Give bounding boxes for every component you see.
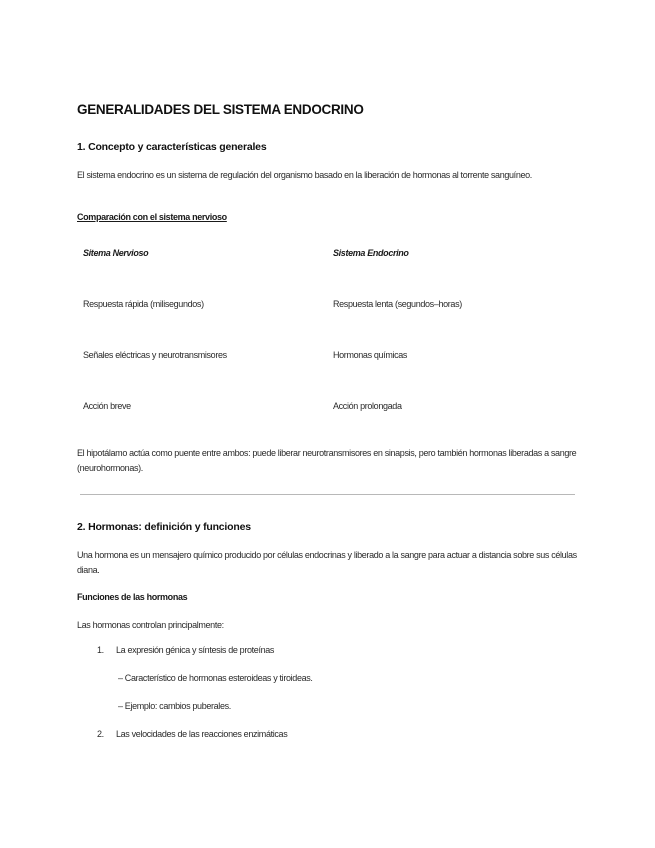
comparison-heading: Comparación con el sistema nervioso bbox=[77, 212, 227, 222]
hypothalamus-note: El hipotálamo actúa como puente entre ambos: puede liberar neurotransmisores en sinapsis, pero también hormonas liberadas a sangre (neurohormonas). bbox=[77, 448, 577, 473]
list-item: Las velocidades de las reacciones enzimáticas bbox=[116, 729, 288, 739]
list-item-number: 2. bbox=[97, 729, 104, 739]
table-cell: Respuesta rápida (milisegundos) bbox=[83, 299, 204, 309]
section-divider bbox=[80, 494, 575, 495]
table-header-endocrine: Sistema Endocrino bbox=[333, 248, 409, 258]
list-item-number: 1. bbox=[97, 645, 104, 655]
section2-intro: Una hormona es un mensajero químico producido por células endocrinas y liberado a la sangre para actuar a distancia sobre sus células diana. bbox=[77, 550, 577, 575]
list-subitem: – Ejemplo: cambios puberales. bbox=[118, 701, 231, 711]
table-cell: Acción prolongada bbox=[333, 401, 402, 411]
document-title: GENERALIDADES DEL SISTEMA ENDOCRINO bbox=[77, 102, 364, 117]
table-cell: Señales eléctricas y neurotransmisores bbox=[83, 350, 227, 360]
table-header-nervous: Sitema Nervioso bbox=[83, 248, 149, 258]
table-cell: Hormonas químicas bbox=[333, 350, 408, 360]
section1-heading: 1. Concepto y características generales bbox=[77, 141, 267, 153]
list-item: La expresión génica y síntesis de proteínas bbox=[116, 645, 275, 655]
section2-heading: 2. Hormonas: definición y funciones bbox=[77, 521, 251, 533]
table-cell: Acción breve bbox=[83, 401, 131, 411]
table-cell: Respuesta lenta (segundos–horas) bbox=[333, 299, 462, 309]
functions-lead: Las hormonas controlan principalmente: bbox=[77, 620, 224, 630]
functions-heading: Funciones de las hormonas bbox=[77, 592, 188, 602]
section1-intro: El sistema endocrino es un sistema de regulación del organismo basado en la liberación de hormonas al torrente sanguíneo. bbox=[77, 170, 532, 180]
list-subitem: – Característico de hormonas esteroideas y tiroideas. bbox=[118, 673, 313, 683]
